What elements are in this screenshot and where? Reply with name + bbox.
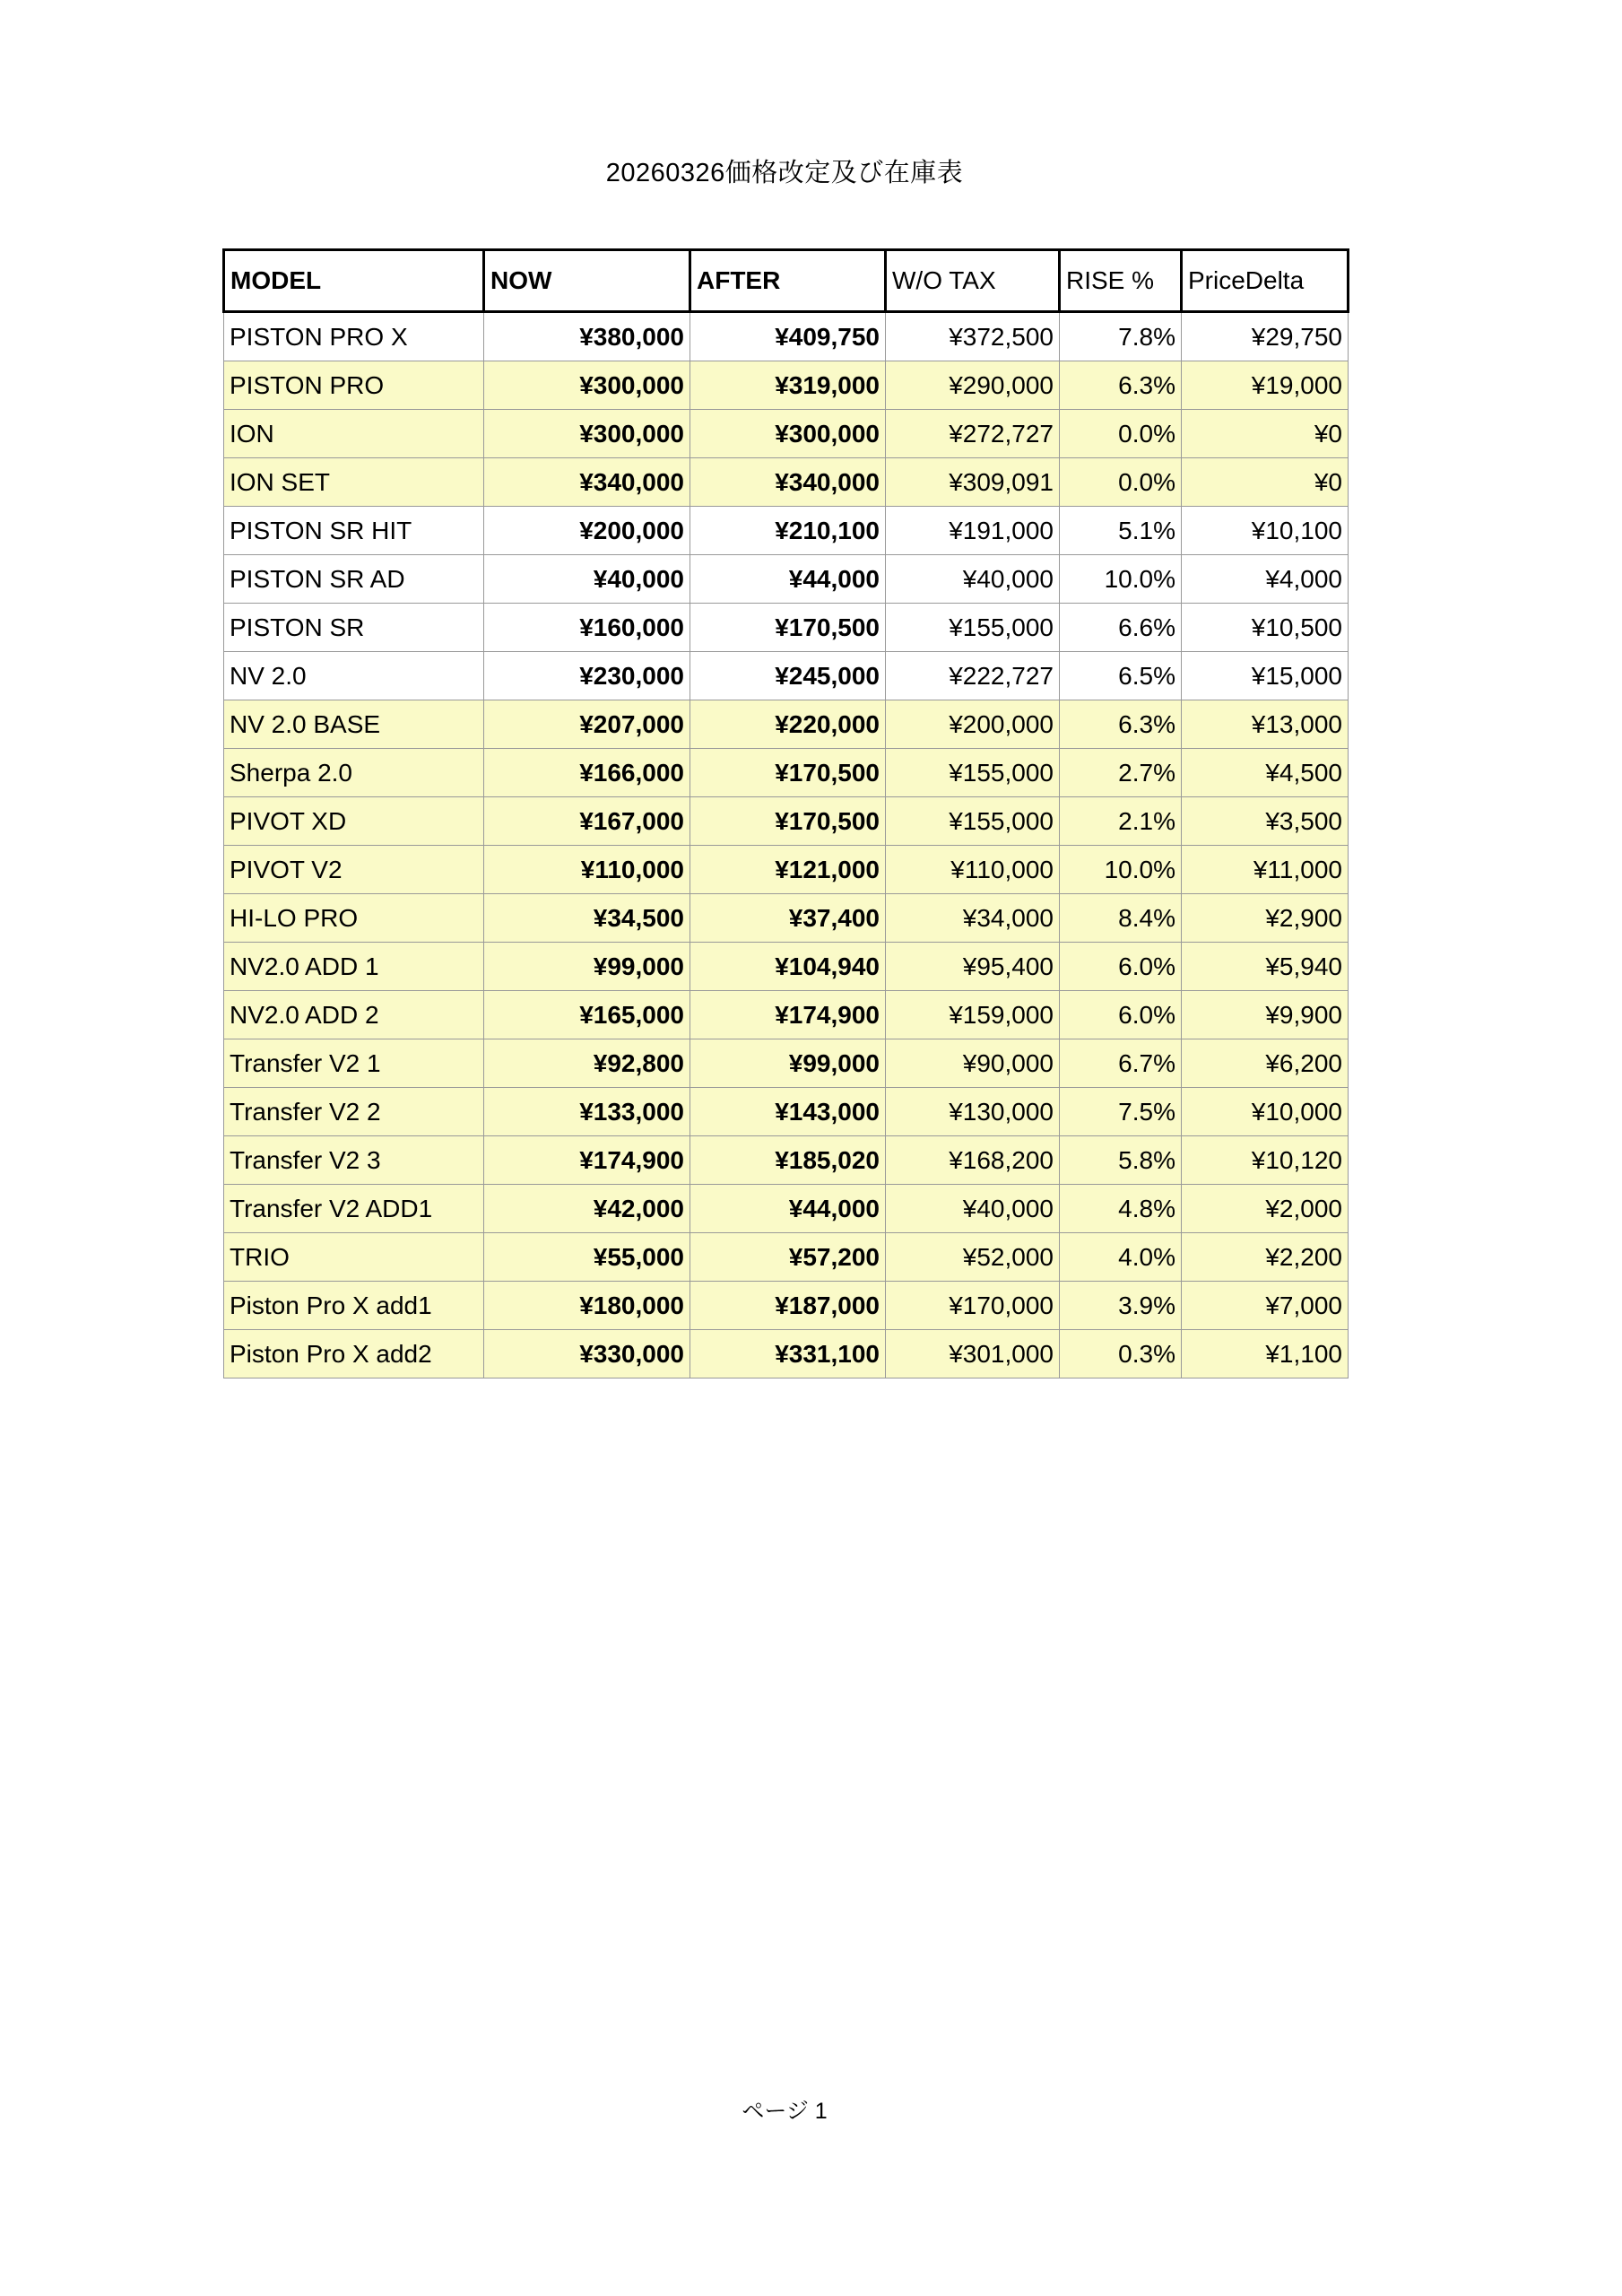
cell-rise-percent: 0.0% (1060, 458, 1182, 507)
cell-now: ¥110,000 (484, 846, 690, 894)
price-table (222, 248, 1349, 1378)
cell-model: PISTON SR HIT (224, 507, 484, 555)
cell-model: Piston Pro X add1 (224, 1282, 484, 1330)
cell-after: ¥170,500 (690, 797, 886, 846)
cell-after: ¥174,900 (690, 991, 886, 1039)
cell-rise-percent: 4.8% (1060, 1185, 1182, 1233)
cell-rise-percent: 2.7% (1060, 749, 1182, 797)
cell-price-delta: ¥6,200 (1182, 1039, 1349, 1088)
cell-now: ¥99,000 (484, 943, 690, 991)
table-row (224, 604, 1349, 652)
cell-price-delta: ¥10,100 (1182, 507, 1349, 555)
cell-rise-percent: 6.3% (1060, 700, 1182, 749)
cell-after: ¥121,000 (690, 846, 886, 894)
cell-rise-percent: 10.0% (1060, 846, 1182, 894)
cell-model: PIVOT XD (224, 797, 484, 846)
cell-now: ¥180,000 (484, 1282, 690, 1330)
cell-rise-percent: 6.3% (1060, 361, 1182, 410)
page-number: ページ 1 (742, 2099, 828, 2124)
column-header-wo-tax: W/O TAX (886, 250, 1060, 312)
cell-now: ¥174,900 (484, 1136, 690, 1185)
column-header-price-delta: PriceDelta (1182, 250, 1349, 312)
cell-wo-tax: ¥40,000 (886, 1185, 1060, 1233)
column-header-after: AFTER (690, 250, 886, 312)
cell-wo-tax: ¥301,000 (886, 1330, 1060, 1378)
table-row (224, 1136, 1349, 1185)
cell-after: ¥170,500 (690, 604, 886, 652)
cell-rise-percent: 0.0% (1060, 410, 1182, 458)
cell-price-delta: ¥9,900 (1182, 991, 1349, 1039)
cell-price-delta: ¥13,000 (1182, 700, 1349, 749)
cell-rise-percent: 6.6% (1060, 604, 1182, 652)
cell-after: ¥187,000 (690, 1282, 886, 1330)
cell-price-delta: ¥11,000 (1182, 846, 1349, 894)
cell-after: ¥245,000 (690, 652, 886, 700)
table-row (224, 1185, 1349, 1233)
table-row (224, 361, 1349, 410)
cell-now: ¥92,800 (484, 1039, 690, 1088)
cell-rise-percent: 3.9% (1060, 1282, 1182, 1330)
cell-wo-tax: ¥95,400 (886, 943, 1060, 991)
cell-rise-percent: 6.0% (1060, 991, 1182, 1039)
cell-price-delta: ¥4,000 (1182, 555, 1349, 604)
cell-wo-tax: ¥222,727 (886, 652, 1060, 700)
table-row (224, 1330, 1349, 1378)
cell-after: ¥409,750 (690, 312, 886, 361)
cell-rise-percent: 10.0% (1060, 555, 1182, 604)
cell-after: ¥300,000 (690, 410, 886, 458)
cell-after: ¥104,940 (690, 943, 886, 991)
cell-price-delta: ¥2,000 (1182, 1185, 1349, 1233)
cell-model: Transfer V2 2 (224, 1088, 484, 1136)
cell-after: ¥170,500 (690, 749, 886, 797)
cell-price-delta: ¥29,750 (1182, 312, 1349, 361)
cell-model: NV2.0 ADD 2 (224, 991, 484, 1039)
cell-rise-percent: 5.1% (1060, 507, 1182, 555)
price-table-header (224, 250, 1349, 312)
cell-model: PIVOT V2 (224, 846, 484, 894)
cell-wo-tax: ¥372,500 (886, 312, 1060, 361)
cell-now: ¥133,000 (484, 1088, 690, 1136)
cell-model: Transfer V2 ADD1 (224, 1185, 484, 1233)
cell-model: Transfer V2 1 (224, 1039, 484, 1088)
cell-price-delta: ¥0 (1182, 410, 1349, 458)
cell-price-delta: ¥2,900 (1182, 894, 1349, 943)
cell-wo-tax: ¥90,000 (886, 1039, 1060, 1088)
table-row (224, 991, 1349, 1039)
cell-rise-percent: 7.8% (1060, 312, 1182, 361)
table-row (224, 312, 1349, 361)
cell-now: ¥165,000 (484, 991, 690, 1039)
cell-price-delta: ¥5,940 (1182, 943, 1349, 991)
cell-price-delta: ¥15,000 (1182, 652, 1349, 700)
cell-price-delta: ¥1,100 (1182, 1330, 1349, 1378)
cell-now: ¥207,000 (484, 700, 690, 749)
cell-wo-tax: ¥130,000 (886, 1088, 1060, 1136)
cell-now: ¥40,000 (484, 555, 690, 604)
column-header-model: MODEL (224, 250, 484, 312)
cell-wo-tax: ¥309,091 (886, 458, 1060, 507)
cell-model: TRIO (224, 1233, 484, 1282)
cell-model: PISTON SR (224, 604, 484, 652)
cell-now: ¥167,000 (484, 797, 690, 846)
cell-wo-tax: ¥290,000 (886, 361, 1060, 410)
table-row (224, 797, 1349, 846)
cell-after: ¥99,000 (690, 1039, 886, 1088)
cell-price-delta: ¥10,120 (1182, 1136, 1349, 1185)
table-row (224, 700, 1349, 749)
cell-rise-percent: 5.8% (1060, 1136, 1182, 1185)
cell-rise-percent: 7.5% (1060, 1088, 1182, 1136)
cell-now: ¥200,000 (484, 507, 690, 555)
cell-model: NV 2.0 (224, 652, 484, 700)
cell-price-delta: ¥4,500 (1182, 749, 1349, 797)
table-row (224, 894, 1349, 943)
cell-model: NV 2.0 BASE (224, 700, 484, 749)
cell-model: Piston Pro X add2 (224, 1330, 484, 1378)
page-title: 20260326価格改定及び在庫表 (605, 159, 964, 187)
column-header-rise-percent: RISE % (1060, 250, 1182, 312)
cell-wo-tax: ¥155,000 (886, 749, 1060, 797)
table-row (224, 410, 1349, 458)
cell-after: ¥210,100 (690, 507, 886, 555)
cell-wo-tax: ¥110,000 (886, 846, 1060, 894)
cell-rise-percent: 6.5% (1060, 652, 1182, 700)
cell-wo-tax: ¥168,200 (886, 1136, 1060, 1185)
cell-wo-tax: ¥272,727 (886, 410, 1060, 458)
cell-after: ¥185,020 (690, 1136, 886, 1185)
cell-now: ¥42,000 (484, 1185, 690, 1233)
cell-now: ¥160,000 (484, 604, 690, 652)
cell-wo-tax: ¥159,000 (886, 991, 1060, 1039)
cell-now: ¥330,000 (484, 1330, 690, 1378)
cell-rise-percent: 6.0% (1060, 943, 1182, 991)
cell-after: ¥57,200 (690, 1233, 886, 1282)
cell-wo-tax: ¥34,000 (886, 894, 1060, 943)
cell-now: ¥340,000 (484, 458, 690, 507)
cell-after: ¥37,400 (690, 894, 886, 943)
table-row (224, 1233, 1349, 1282)
cell-now: ¥230,000 (484, 652, 690, 700)
cell-after: ¥340,000 (690, 458, 886, 507)
cell-wo-tax: ¥170,000 (886, 1282, 1060, 1330)
table-row (224, 943, 1349, 991)
cell-rise-percent: 6.7% (1060, 1039, 1182, 1088)
cell-rise-percent: 4.0% (1060, 1233, 1182, 1282)
cell-price-delta: ¥10,000 (1182, 1088, 1349, 1136)
table-row (224, 749, 1349, 797)
cell-price-delta: ¥3,500 (1182, 797, 1349, 846)
cell-model: PISTON PRO (224, 361, 484, 410)
cell-model: Sherpa 2.0 (224, 749, 484, 797)
cell-now: ¥166,000 (484, 749, 690, 797)
cell-price-delta: ¥2,200 (1182, 1233, 1349, 1282)
cell-price-delta: ¥7,000 (1182, 1282, 1349, 1330)
cell-model: NV2.0 ADD 1 (224, 943, 484, 991)
table-row (224, 652, 1349, 700)
cell-rise-percent: 2.1% (1060, 797, 1182, 846)
cell-now: ¥34,500 (484, 894, 690, 943)
cell-after: ¥331,100 (690, 1330, 886, 1378)
cell-after: ¥44,000 (690, 555, 886, 604)
table-row (224, 1039, 1349, 1088)
header-row (224, 250, 1349, 312)
cell-model: Transfer V2 3 (224, 1136, 484, 1185)
cell-rise-percent: 8.4% (1060, 894, 1182, 943)
cell-model: HI-LO PRO (224, 894, 484, 943)
table-row (224, 555, 1349, 604)
table-row (224, 507, 1349, 555)
cell-now: ¥380,000 (484, 312, 690, 361)
cell-wo-tax: ¥191,000 (886, 507, 1060, 555)
cell-after: ¥220,000 (690, 700, 886, 749)
cell-model: ION SET (224, 458, 484, 507)
table-row (224, 1282, 1349, 1330)
cell-price-delta: ¥0 (1182, 458, 1349, 507)
cell-wo-tax: ¥155,000 (886, 604, 1060, 652)
cell-wo-tax: ¥200,000 (886, 700, 1060, 749)
cell-rise-percent: 0.3% (1060, 1330, 1182, 1378)
table-row (224, 1088, 1349, 1136)
cell-now: ¥55,000 (484, 1233, 690, 1282)
column-header-now: NOW (484, 250, 690, 312)
cell-wo-tax: ¥52,000 (886, 1233, 1060, 1282)
cell-price-delta: ¥19,000 (1182, 361, 1349, 410)
cell-model: PISTON PRO X (224, 312, 484, 361)
cell-after: ¥143,000 (690, 1088, 886, 1136)
cell-now: ¥300,000 (484, 361, 690, 410)
cell-model: PISTON SR AD (224, 555, 484, 604)
price-table-body (224, 312, 1349, 1378)
table-row (224, 846, 1349, 894)
table-row (224, 458, 1349, 507)
cell-wo-tax: ¥155,000 (886, 797, 1060, 846)
cell-wo-tax: ¥40,000 (886, 555, 1060, 604)
cell-after: ¥44,000 (690, 1185, 886, 1233)
cell-now: ¥300,000 (484, 410, 690, 458)
cell-model: ION (224, 410, 484, 458)
cell-after: ¥319,000 (690, 361, 886, 410)
cell-price-delta: ¥10,500 (1182, 604, 1349, 652)
